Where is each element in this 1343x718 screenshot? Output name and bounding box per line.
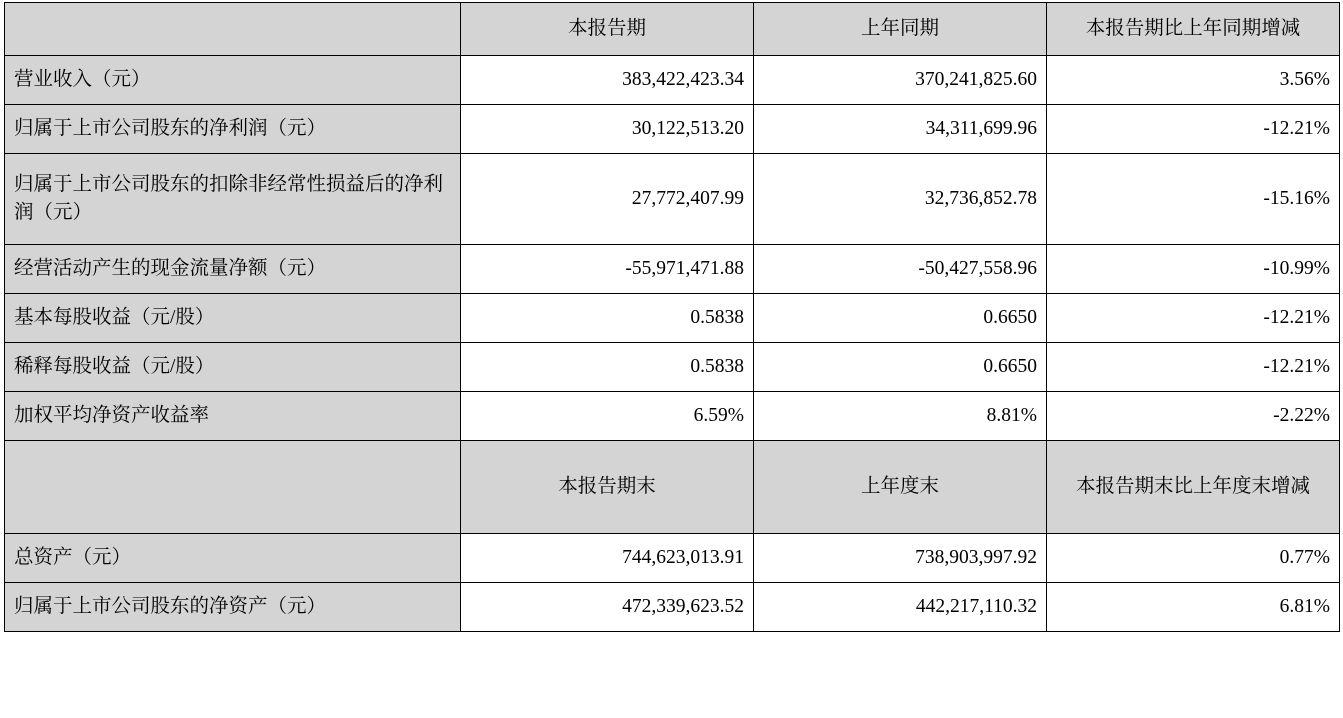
- row-label: 归属于上市公司股东的扣除非经常性损益后的净利润（元）: [5, 154, 461, 245]
- row-change-value: 6.81%: [1047, 583, 1340, 632]
- header-previous-balance: 上年度末: [754, 441, 1047, 534]
- row-previous-value: 32,736,852.78: [754, 154, 1047, 245]
- row-current-value: 383,422,423.34: [461, 56, 754, 105]
- financial-summary-table: [4, 2, 1340, 632]
- row-previous-value: 442,217,110.32: [754, 583, 1047, 632]
- row-label: 归属于上市公司股东的净利润（元）: [5, 105, 461, 154]
- row-change-value: -2.22%: [1047, 392, 1340, 441]
- row-change-value: -12.21%: [1047, 294, 1340, 343]
- row-label: 归属于上市公司股东的净资产（元）: [5, 583, 461, 632]
- row-change-value: 0.77%: [1047, 534, 1340, 583]
- row-previous-value: -50,427,558.96: [754, 245, 1047, 294]
- row-current-value: 744,623,013.91: [461, 534, 754, 583]
- row-change-value: -12.21%: [1047, 105, 1340, 154]
- table-body: [5, 3, 1340, 632]
- row-label: 经营活动产生的现金流量净额（元）: [5, 245, 461, 294]
- header-previous-period: 上年同期: [754, 3, 1047, 56]
- table-row: [5, 294, 1340, 343]
- row-previous-value: 34,311,699.96: [754, 105, 1047, 154]
- row-label: 营业收入（元）: [5, 56, 461, 105]
- table-row: [5, 245, 1340, 294]
- table-row: [5, 583, 1340, 632]
- row-change-value: -12.21%: [1047, 343, 1340, 392]
- header-period-change: 本报告期比上年同期增减: [1047, 3, 1340, 56]
- row-label: 加权平均净资产收益率: [5, 392, 461, 441]
- row-current-value: 0.5838: [461, 343, 754, 392]
- row-label: 基本每股收益（元/股）: [5, 294, 461, 343]
- table-header-row-period: [5, 3, 1340, 56]
- row-previous-value: 0.6650: [754, 294, 1047, 343]
- header-corner-cell-balance: [5, 441, 461, 534]
- table-row: [5, 154, 1340, 245]
- row-previous-value: 370,241,825.60: [754, 56, 1047, 105]
- row-label: 总资产（元）: [5, 534, 461, 583]
- row-change-value: -15.16%: [1047, 154, 1340, 245]
- table-row: [5, 105, 1340, 154]
- row-current-value: 0.5838: [461, 294, 754, 343]
- table-row: [5, 56, 1340, 105]
- table-row: [5, 392, 1340, 441]
- table-row: [5, 343, 1340, 392]
- row-label: 稀释每股收益（元/股）: [5, 343, 461, 392]
- row-previous-value: 8.81%: [754, 392, 1047, 441]
- row-current-value: 30,122,513.20: [461, 105, 754, 154]
- header-corner-cell: [5, 3, 461, 56]
- table-row: [5, 534, 1340, 583]
- row-current-value: 6.59%: [461, 392, 754, 441]
- table-header-row-balance: [5, 441, 1340, 534]
- header-current-period: 本报告期: [461, 3, 754, 56]
- header-balance-change: 本报告期末比上年度末增减: [1047, 441, 1340, 534]
- row-current-value: 27,772,407.99: [461, 154, 754, 245]
- row-change-value: -10.99%: [1047, 245, 1340, 294]
- row-change-value: 3.56%: [1047, 56, 1340, 105]
- row-current-value: 472,339,623.52: [461, 583, 754, 632]
- row-previous-value: 738,903,997.92: [754, 534, 1047, 583]
- header-current-balance: 本报告期末: [461, 441, 754, 534]
- row-previous-value: 0.6650: [754, 343, 1047, 392]
- row-current-value: -55,971,471.88: [461, 245, 754, 294]
